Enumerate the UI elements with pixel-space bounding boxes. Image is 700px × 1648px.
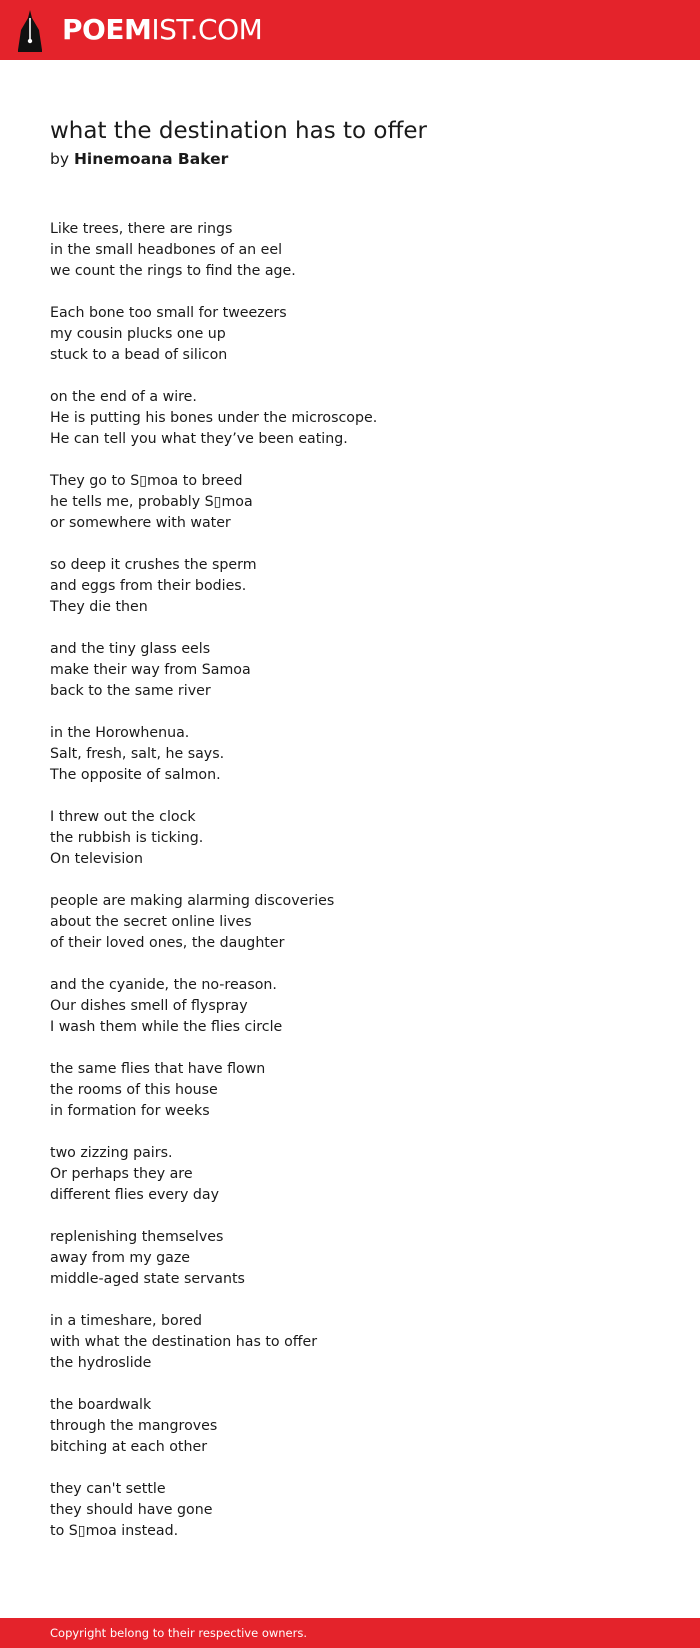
poem-stanza <box>50 891 650 954</box>
poem-line: They die then <box>50 599 148 615</box>
poem-byline <box>50 148 228 170</box>
poem-stanza <box>50 975 650 1038</box>
poem-line: Salt, fresh, salt, he says. <box>50 746 225 762</box>
poem-line: On television <box>50 851 143 867</box>
poem-stanza <box>50 1143 650 1206</box>
poem-stanza <box>50 555 650 618</box>
poem-line: I wash them while the flies circle <box>50 1019 283 1035</box>
poem-line: and the tiny glass eels <box>50 641 211 657</box>
poem-line: through the mangroves <box>50 1418 218 1434</box>
poem-stanza <box>50 219 650 282</box>
poem-line: they can't settle <box>50 1481 166 1497</box>
poem-line: and eggs from their bodies. <box>50 578 247 594</box>
poem-line: bitching at each other <box>50 1439 208 1455</box>
poem-stanza <box>50 723 650 786</box>
poem-line: stuck to a bead of silicon <box>50 347 228 363</box>
poem-stanza <box>50 1479 650 1542</box>
poem-title: what the destination has to offer <box>50 118 427 144</box>
poem-line: to S▯moa instead. <box>50 1523 179 1539</box>
poem-line: two zizzing pairs. <box>50 1145 173 1161</box>
poem-line: in the small headbones of an eel <box>50 242 283 258</box>
poem-line: Like trees, there are rings <box>50 221 233 237</box>
poem-line: in formation for weeks <box>50 1103 210 1119</box>
poem-line: They go to S▯moa to breed <box>50 473 243 489</box>
poem-line: Or perhaps they are <box>50 1166 193 1182</box>
poem-line: with what the destination has to offer <box>50 1334 318 1350</box>
poem-line: He can tell you what they’ve been eating. <box>50 431 348 447</box>
poem-line: about the secret online lives <box>50 914 252 930</box>
poem-stanza <box>50 1395 650 1458</box>
poem-line: the hydroslide <box>50 1355 152 1371</box>
poem-stanza <box>50 387 650 450</box>
site-logo-link[interactable] <box>62 12 262 48</box>
poem-line: I threw out the clock <box>50 809 196 825</box>
poem-line: on the end of a wire. <box>50 389 197 405</box>
poem-line: in a timeshare, bored <box>50 1313 202 1329</box>
poem-line: my cousin plucks one up <box>50 326 226 342</box>
poem-line: they should have gone <box>50 1502 213 1518</box>
poem-stanza <box>50 807 650 870</box>
poem-line: Each bone too small for tweezers <box>50 305 287 321</box>
by-label: by <box>50 150 70 168</box>
author-name[interactable]: Hinemoana Baker <box>73 150 229 168</box>
poem-line: he tells me, probably S▯moa <box>50 494 253 510</box>
poem-line: The opposite of salmon. <box>50 767 221 783</box>
poem-line: the boardwalk <box>50 1397 152 1413</box>
logo-bold-text: POEM <box>62 13 152 46</box>
poem-stanza <box>50 303 650 366</box>
poem-line: the same flies that have flown <box>50 1061 266 1077</box>
poem-line: middle-aged state servants <box>50 1271 245 1287</box>
poem-line: we count the rings to find the age. <box>50 263 296 279</box>
logo-light-text: IST.COM <box>151 13 263 46</box>
poem-line: Our dishes smell of flyspray <box>50 998 248 1014</box>
poem-line: He is putting his bones under the microscope. <box>50 410 378 426</box>
poem-stanza <box>50 471 650 534</box>
site-header <box>0 0 700 60</box>
poem-line: back to the same river <box>50 683 211 699</box>
copyright-notice: Copyright belong to their respective owners. <box>50 1626 308 1640</box>
poem-line: replenishing themselves <box>50 1229 224 1245</box>
poem-line: so deep it crushes the sperm <box>50 557 257 573</box>
fountain-pen-nib-icon[interactable] <box>18 10 42 52</box>
poem-body <box>50 219 650 1563</box>
poem-line: away from my gaze <box>50 1250 191 1266</box>
poem-line: in the Horowhenua. <box>50 725 190 741</box>
poem-line: and the cyanide, the no-reason. <box>50 977 277 993</box>
poem-stanza <box>50 639 650 702</box>
poem-line: people are making alarming discoveries <box>50 893 335 909</box>
site-footer <box>0 1618 700 1648</box>
poem-line: the rubbish is ticking. <box>50 830 204 846</box>
poem-line: make their way from Samoa <box>50 662 251 678</box>
poem-line: the rooms of this house <box>50 1082 218 1098</box>
poem-stanza <box>50 1311 650 1374</box>
poem-line: different flies every day <box>50 1187 219 1203</box>
poem-line: or somewhere with water <box>50 515 231 531</box>
poem-line: of their loved ones, the daughter <box>50 935 285 951</box>
poem-stanza <box>50 1227 650 1290</box>
poem-stanza <box>50 1059 650 1122</box>
